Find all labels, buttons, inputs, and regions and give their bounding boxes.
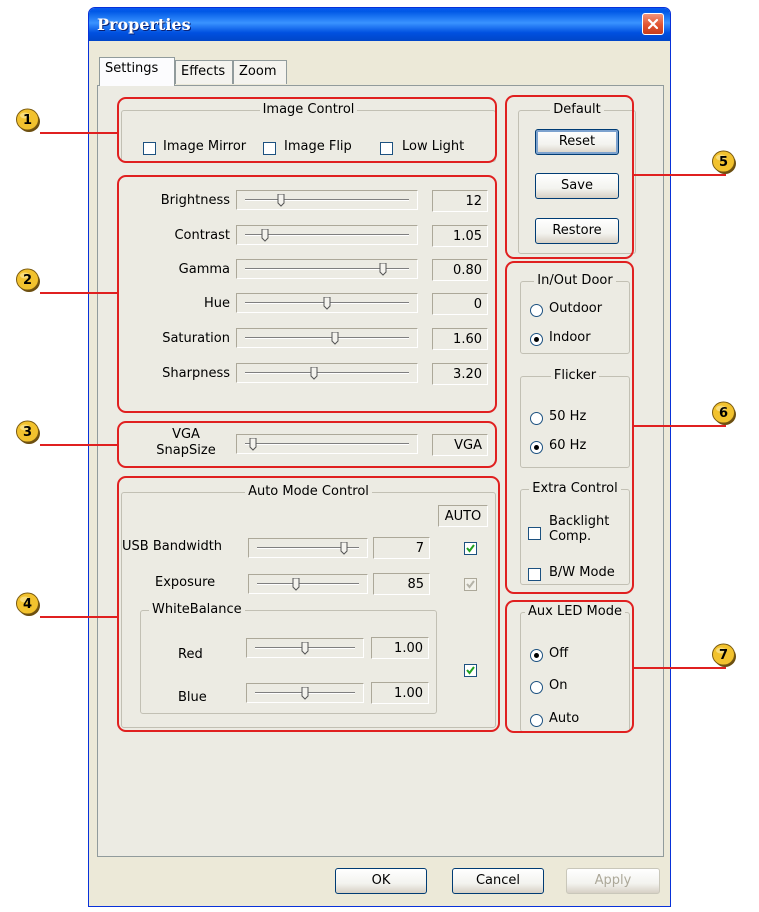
image-flip-label: Image Flip	[284, 139, 352, 154]
numbered-badge-icon	[15, 591, 41, 617]
adjustment-value: 1.05	[432, 225, 488, 247]
callout-marker-2	[15, 267, 41, 293]
adjustment-label: Contrast	[174, 228, 230, 243]
adjustment-value: 0	[432, 293, 488, 315]
reset-button[interactable]: Reset	[535, 129, 619, 155]
cancel-button[interactable]: Cancel	[452, 868, 544, 894]
adjustment-label: Hue	[203, 296, 230, 311]
red-value: 1.00	[371, 637, 429, 659]
close-button[interactable]	[642, 13, 664, 35]
blue-label: Blue	[178, 690, 207, 705]
callout-number: 3	[22, 425, 33, 440]
callout-box-5	[505, 95, 634, 259]
numbered-badge-icon	[15, 107, 41, 133]
adjustment-value: 0.80	[432, 259, 488, 281]
blue-value: 1.00	[371, 682, 429, 704]
callout-number: 1	[22, 113, 33, 128]
adjustment-value: 3.20	[432, 363, 488, 385]
outdoor-label: Outdoor	[549, 301, 603, 316]
callout-marker-7	[711, 642, 737, 668]
default-title: Default	[550, 102, 604, 117]
snap-size-label-line2: SnapSize	[156, 443, 216, 458]
indoor-label: Indoor	[549, 330, 591, 345]
adjustment-label: Saturation	[162, 331, 230, 346]
adjustment-label: Sharpness	[162, 366, 230, 381]
numbered-badge-icon	[15, 267, 41, 293]
leader-line-4	[40, 616, 118, 618]
bw-mode-label: B/W Mode	[549, 565, 615, 580]
tab-zoom[interactable]: Zoom	[233, 60, 287, 84]
callout-box-2	[117, 175, 497, 413]
aux-led-auto-label: Auto	[549, 711, 580, 726]
title-bar[interactable]	[89, 8, 670, 41]
usb-bandwidth-value: 7	[373, 537, 430, 559]
callout-box-4	[117, 476, 500, 732]
callout-number: 6	[718, 406, 729, 421]
callout-marker-4	[15, 591, 41, 617]
snap-size-label-line1: VGA	[172, 427, 200, 442]
auto-mode-title: Auto Mode Control	[245, 484, 372, 499]
adjustment-label: Brightness	[160, 193, 230, 208]
adjustment-value: 12	[432, 190, 488, 212]
aux-led-title: Aux LED Mode	[525, 604, 625, 619]
callout-marker-3	[15, 419, 41, 445]
callout-number: 7	[718, 648, 729, 663]
white-balance-title: WhiteBalance	[149, 602, 245, 617]
callout-box-7	[505, 600, 634, 733]
numbered-badge-icon	[15, 419, 41, 445]
snap-size-value: VGA	[432, 434, 488, 456]
red-label: Red	[178, 647, 203, 662]
ok-button[interactable]: OK	[335, 868, 427, 894]
flicker-50hz-label: 50 Hz	[549, 409, 587, 424]
backlight-label-line1: Backlight	[549, 514, 610, 529]
numbered-badge-icon	[711, 400, 737, 426]
callout-box-3	[117, 421, 497, 468]
tab-effects[interactable]: Effects	[175, 60, 233, 84]
auto-header: AUTO	[438, 505, 488, 527]
callout-number: 5	[718, 155, 729, 170]
callout-box-1	[117, 97, 497, 163]
callout-box-6	[505, 261, 634, 594]
flicker-title: Flicker	[551, 368, 599, 383]
close-icon	[647, 18, 659, 30]
adjustment-label: Gamma	[178, 262, 230, 277]
numbered-badge-icon	[711, 642, 737, 668]
tab-settings[interactable]: Settings	[99, 57, 175, 86]
numbered-badge-icon	[711, 149, 737, 175]
leader-line-2	[40, 292, 118, 294]
leader-line-1	[40, 132, 118, 134]
low-light-label: Low Light	[402, 139, 465, 154]
callout-number: 2	[22, 273, 33, 288]
save-button[interactable]: Save	[535, 173, 619, 199]
restore-button[interactable]: Restore	[535, 218, 619, 244]
callout-number: 4	[22, 597, 33, 612]
exposure-value: 85	[373, 573, 430, 595]
exposure-label: Exposure	[155, 575, 216, 590]
apply-button[interactable]: Apply	[566, 868, 660, 894]
callout-marker-1	[15, 107, 41, 133]
callout-marker-6	[711, 400, 737, 426]
image-mirror-label: Image Mirror	[163, 139, 247, 154]
aux-led-on-label: On	[549, 678, 568, 693]
image-control-title: Image Control	[260, 102, 358, 117]
extra-control-title: Extra Control	[529, 481, 620, 496]
window-title: Properties	[97, 15, 191, 34]
inout-door-title: In/Out Door	[534, 273, 615, 288]
backlight-label-line2: Comp.	[549, 529, 592, 544]
adjustment-value: 1.60	[432, 328, 488, 350]
callout-marker-5	[711, 149, 737, 175]
usb-bandwidth-label: USB Bandwidth	[122, 539, 223, 554]
flicker-60hz-label: 60 Hz	[549, 438, 587, 453]
aux-led-off-label: Off	[549, 646, 569, 661]
leader-line-3	[40, 444, 118, 446]
